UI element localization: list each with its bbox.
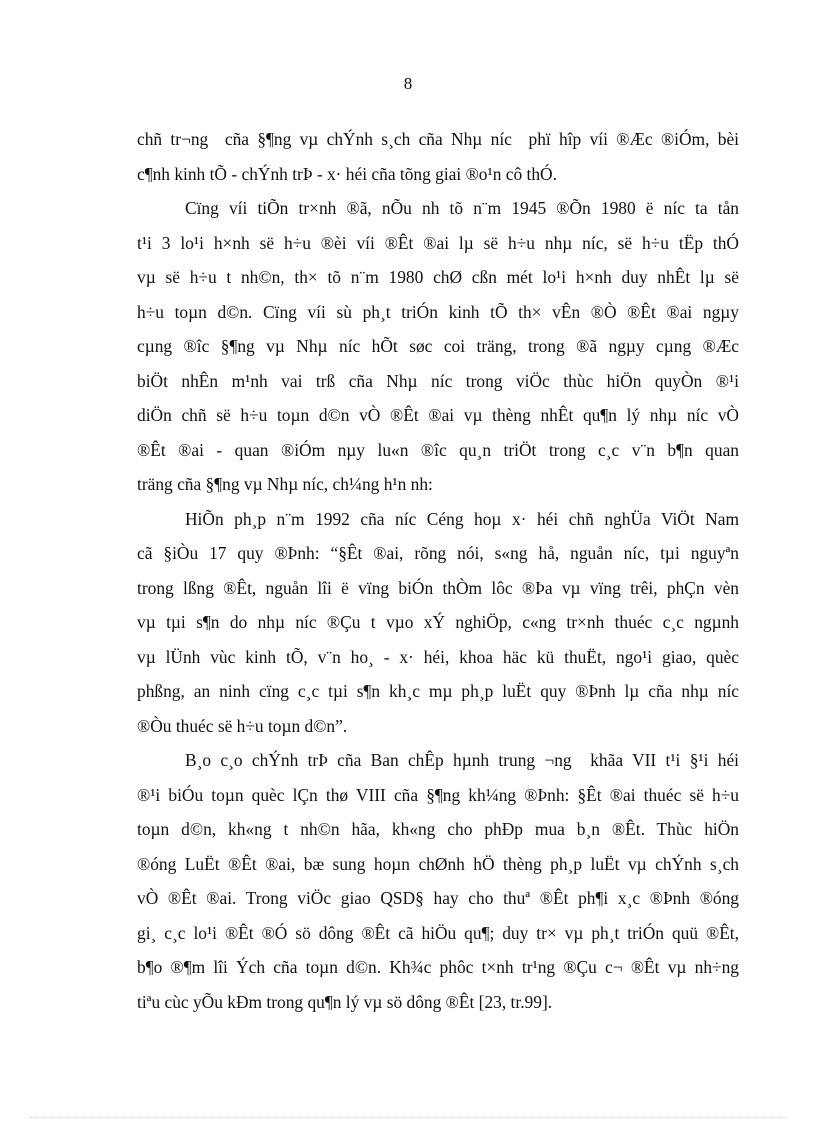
text-line: HiÕn ph¸p n¨m 1992 cña níc Céng hoµ x· héi chñ nghÜa ViÖt Nam	[185, 508, 739, 529]
page-bottom-divider	[30, 1117, 786, 1118]
text-line: ®¹i biÓu toµn quèc lÇn thø VIII cña §¶ng kh¼ng ®Þnh: §Êt ®ai thuéc së h÷u	[137, 784, 739, 805]
text-line: cµng ®îc §¶ng vµ Nhµ níc hÕt søc coi träng, trong ®ã ngµy cµng ®Æc	[137, 336, 739, 356]
text-line: b¶o ®¶m lîi Ých cña toµn d©n. Kh¾c phôc t×nh tr¹ng ®Çu c¬ ®Êt vµ nh÷ng	[137, 957, 739, 977]
text-line: gi¸ c¸c lo¹i ®Êt ®Ó sö dông ®Êt cã hiÖu qu¶; duy tr× vµ ph¸t triÓn quü ®Êt,	[137, 922, 739, 943]
paragraph	[137, 502, 739, 744]
text-line: h÷u toµn d©n. Cïng víi sù ph¸t triÓn kinh tÕ th× vÊn ®Ò ®Êt ®ai ngµy	[137, 301, 739, 322]
text-line: B¸o c¸o chÝnh trÞ cña Ban chÊp hµnh trung ¬ng khãa VII t¹i §¹i héi	[185, 750, 739, 770]
paragraph	[137, 743, 739, 1019]
text-line: vµ lÜnh vùc kinh tÕ, v¨n ho¸ - x· héi, khoa häc kü thuËt, ngo¹i giao, quèc	[137, 646, 739, 667]
text-line: chñ tr¬ng cña §¶ng vµ chÝnh s¸ch cña Nhµ níc phï hîp víi ®Æc ®iÓm, bèi	[137, 129, 739, 149]
text-line: ®óng LuËt ®Êt ®ai, bæ sung hoµn chØnh hÖ thèng ph¸p luËt vµ chÝnh s¸ch	[137, 853, 739, 874]
text-line: vÒ ®Êt ®ai. Trong viÖc giao QSD§ hay cho thuª ®Êt ph¶i x¸c ®Þnh ®óng	[137, 888, 739, 908]
text-line: cã §iÒu 17 quy ®Þnh: “§Êt ®ai, rõng nói, s«ng hå, nguån níc, tµi nguyªn	[137, 543, 739, 563]
text-line: t¹i 3 lo¹i h×nh së h÷u ®èi víi ®Êt ®ai lµ së h÷u nhµ níc, së h÷u tËp thÓ	[137, 232, 739, 253]
page-number: 8	[403, 74, 413, 93]
text-line: toµn d©n, kh«ng t nh©n hãa, kh«ng cho phÐp mua b¸n ®Êt. Thùc hiÖn	[137, 819, 739, 839]
text-line: vµ tµi s¶n do nhµ níc ®Çu t vµo xÝ nghiÖp, c«ng tr×nh thuéc c¸c ngµnh	[137, 612, 739, 632]
text-line: tiªu cùc yÕu kÐm trong qu¶n lý vµ sö dông ®Êt [23, tr.99].	[137, 991, 553, 1012]
text-line: diÖn chñ së h÷u toµn d©n vÒ ®Êt ®ai vµ thèng nhÊt qu¶n lý nhµ níc vÒ	[137, 405, 739, 425]
text-line: ®Êt ®ai - quan ®iÓm nµy lu«n ®îc qu¸n triÖt trong c¸c v¨n b¶n quan	[137, 439, 739, 460]
paragraph	[137, 122, 739, 191]
text-line: trong lßng ®Êt, nguån lîi ë vïng biÓn thÒm lôc ®Þa vµ vïng trêi, phÇn vèn	[137, 577, 739, 598]
text-line: Cïng víi tiÕn tr×nh ®ã, nÕu nh tõ n¨m 1945 ®Õn 1980 ë níc ta tån	[185, 198, 739, 218]
text-line: ®Òu thuéc së h÷u toµn d©n”.	[137, 715, 348, 736]
text-line: c¶nh kinh tÕ - chÝnh trÞ - x· héi cña tõng giai ®o¹n cô thÓ.	[137, 163, 557, 184]
document-body	[137, 122, 739, 1019]
text-line: vµ së h÷u t nh©n, th× tõ n¨m 1980 chØ cßn mét lo¹i h×nh duy nhÊt lµ së	[137, 267, 739, 287]
text-line: biÖt nhÊn m¹nh vai trß cña Nhµ níc trong viÖc thùc hiÖn quyÒn ®¹i	[137, 370, 739, 391]
text-line: träng cña §¶ng vµ Nhµ níc, ch¼ng h¹n nh:	[137, 474, 433, 494]
paragraph	[137, 191, 739, 502]
text-line: phßng, an ninh cïng c¸c tµi s¶n kh¸c mµ ph¸p luËt quy ®Þnh lµ cña nhµ níc	[137, 681, 739, 701]
